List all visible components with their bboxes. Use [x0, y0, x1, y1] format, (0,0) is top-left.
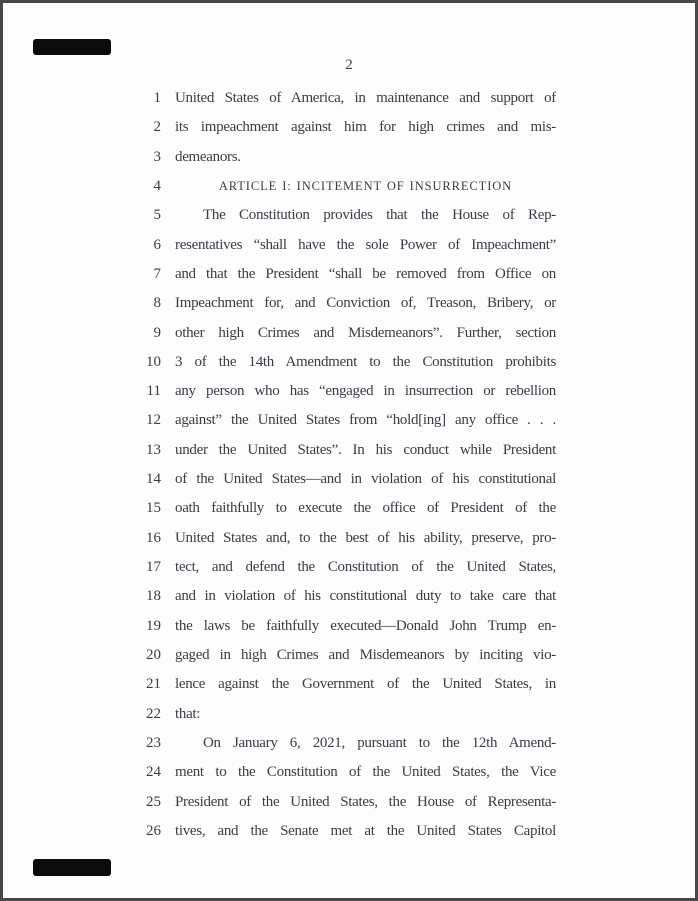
document-line	[141, 729, 561, 758]
document-line	[141, 143, 561, 172]
line-number: 17	[146, 559, 161, 575]
line-text: gaged in high Crimes and Misdemeanors by inciting vio-	[175, 646, 556, 663]
line-text: The Constitution provides that the House of Rep-	[203, 207, 556, 224]
line-text: tect, and defend the Constitution of the United States,	[175, 559, 556, 575]
document-line	[141, 553, 561, 582]
line-number: 22	[146, 705, 161, 722]
document-line	[141, 524, 561, 553]
corner-mark-top	[33, 39, 111, 55]
line-text: resentatives “shall have the sole Power of Impeachment”	[175, 236, 556, 253]
page-number: 2	[345, 57, 353, 73]
document-line	[141, 260, 561, 289]
line-text: Impeachment for, and Conviction of, Treason, Bribery, or	[175, 295, 556, 312]
line-number: 11	[146, 383, 161, 400]
line-number: 21	[146, 676, 161, 693]
line-number: 20	[146, 646, 161, 663]
line-text: ment to the Constitution of the United States, the Vice	[175, 764, 556, 781]
line-text: the laws be faithfully executed—Donald John Trump en-	[175, 617, 556, 634]
line-text: On January 6, 2021, pursuant to the 12th Amend-	[203, 734, 556, 751]
line-number: 25	[146, 793, 161, 810]
line-text: that:	[175, 705, 201, 722]
document-line	[141, 231, 561, 260]
line-number: 2	[153, 119, 161, 136]
line-number: 12	[146, 412, 161, 429]
line-number: 4	[153, 177, 161, 194]
document-line	[141, 700, 561, 729]
line-text: demeanors.	[175, 148, 241, 165]
document-line	[141, 377, 561, 406]
article-heading: ARTICLE I: INCITEMENT OF INSURRECTION	[218, 178, 513, 193]
line-number: 14	[146, 471, 161, 488]
line-number: 7	[153, 265, 161, 282]
document-line	[141, 465, 561, 494]
document-body	[141, 84, 561, 846]
line-number: 24	[146, 764, 161, 781]
line-number: 16	[146, 529, 161, 546]
document-line	[141, 494, 561, 523]
document-line	[141, 348, 561, 377]
line-number: 1	[153, 90, 161, 106]
line-number: 6	[153, 236, 161, 253]
document-line	[141, 406, 561, 435]
line-text: under the United States”. In his conduct while President	[175, 441, 556, 458]
line-number: 18	[146, 588, 161, 605]
document-line	[141, 612, 561, 641]
line-text: any person who has “engaged in insurrection or rebellion	[175, 383, 556, 400]
line-text: lence against the Government of the United States, in	[175, 676, 556, 693]
line-number: 26	[146, 822, 161, 839]
document-line	[141, 641, 561, 670]
line-text: United States of America, in maintenance and support of	[175, 90, 556, 106]
line-text: oath faithfully to execute the office of President of the	[175, 500, 556, 517]
line-text: its impeachment against him for high crimes and mis-	[175, 119, 556, 136]
line-text: of the United States—and in violation of his constitutional	[175, 471, 556, 488]
line-number: 15	[146, 500, 161, 517]
line-text: other high Crimes and Misdemeanors”. Further, section	[175, 324, 556, 341]
document-line	[141, 113, 561, 142]
document-line	[141, 817, 561, 846]
document-line	[141, 758, 561, 787]
line-text: tives, and the Senate met at the United States Capitol	[175, 822, 556, 839]
line-text: 3 of the 14th Amendment to the Constitution prohibits	[175, 353, 556, 370]
line-text: President of the United States, the House of Representa-	[175, 793, 556, 810]
document-line	[141, 582, 561, 611]
line-number: 19	[146, 617, 161, 634]
line-number: 3	[153, 148, 161, 165]
line-number: 10	[146, 353, 161, 370]
document-line	[141, 670, 561, 699]
corner-mark-bottom	[33, 859, 111, 876]
line-number: 5	[153, 207, 161, 224]
document-line	[141, 788, 561, 817]
line-text: and that the President “shall be removed from Office on	[175, 265, 556, 282]
line-number: 13	[146, 441, 161, 458]
document-line	[141, 289, 561, 318]
document-line	[141, 172, 561, 201]
line-text: and in violation of his constitutional duty to take care that	[175, 588, 556, 605]
line-number: 8	[153, 295, 161, 312]
document-line	[141, 84, 561, 113]
line-number: 9	[153, 324, 161, 341]
document-line	[141, 201, 561, 230]
document-line	[141, 436, 561, 465]
line-text: against” the United States from “hold[ing] any office . . .	[175, 412, 556, 429]
line-text: United States and, to the best of his ability, preserve, pro-	[175, 529, 556, 546]
line-number: 23	[146, 734, 161, 751]
document-line	[141, 319, 561, 348]
